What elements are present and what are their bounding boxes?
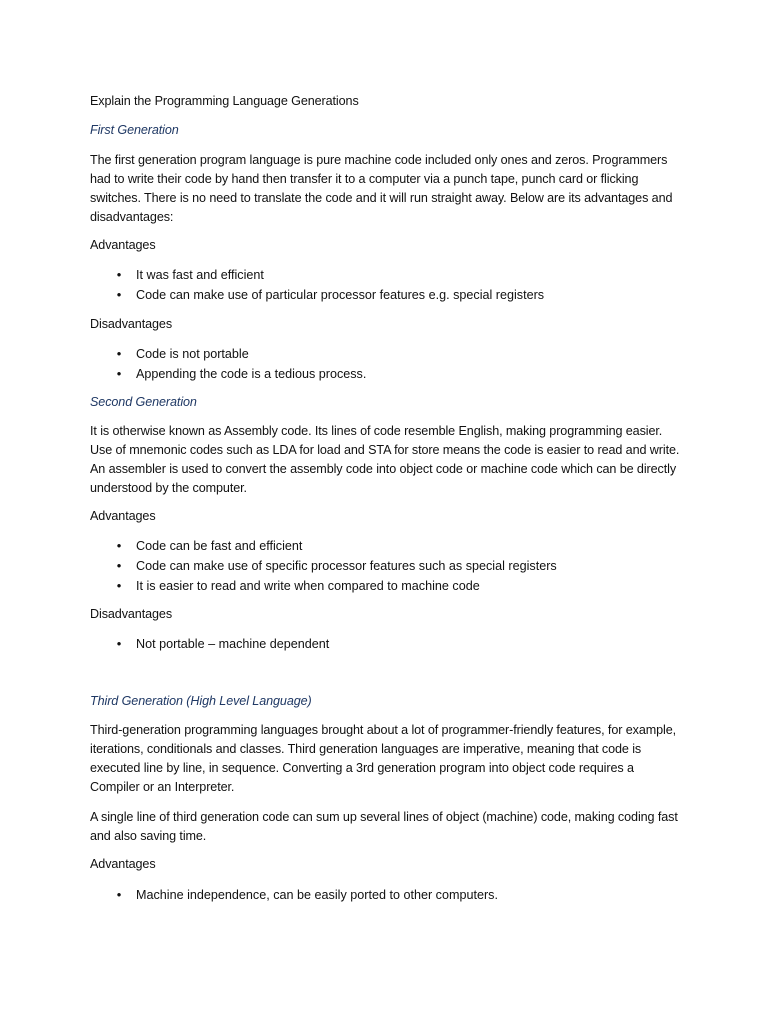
list-item-text: It was fast and efficient: [136, 268, 264, 282]
list-item-text: Code can make use of specific processor features such as special registers: [136, 559, 557, 573]
document-title: Explain the Programming Language Generations: [90, 94, 359, 108]
second-generation-paragraph: It is otherwise known as Assembly code. Its lines of code resemble English, making programming easier. Use of mnemonic codes such as LDA for load and STA for store means the code is easier to read and write. An assembler is used to convert the assembly code into object code or machine code which can be directly understood by the computer.: [90, 424, 680, 495]
list-item-text: Appending the code is a tedious process.: [136, 367, 367, 381]
third-generation-heading: Third Generation (High Level Language): [90, 694, 312, 708]
bullet-icon: •: [116, 538, 122, 553]
second-disadvantages-list: [90, 634, 690, 654]
list-item: [90, 634, 690, 654]
list-item-text: Not portable – machine dependent: [136, 637, 330, 651]
second-advantages-label: Advantages: [90, 509, 156, 523]
third-generation-paragraph-2: A single line of third generation code can sum up several lines of object (machine) code, making coding fast and also saving time.: [90, 810, 678, 843]
bullet-icon: •: [116, 267, 122, 282]
bullet-icon: •: [116, 287, 122, 302]
third-advantages-label: Advantages: [90, 857, 156, 871]
list-item-text: It is easier to read and write when compared to machine code: [136, 579, 480, 593]
list-item: [90, 364, 690, 384]
list-item-text: Code is not portable: [136, 347, 249, 361]
list-item: [90, 556, 690, 576]
list-item: [90, 285, 690, 305]
first-advantages-label: Advantages: [90, 238, 156, 252]
list-item-text: Code can make use of particular processor features e.g. special registers: [136, 288, 545, 302]
second-disadvantages-label: Disadvantages: [90, 607, 173, 621]
list-item: [90, 536, 690, 556]
bullet-icon: •: [116, 558, 122, 573]
second-advantages-list: [90, 536, 690, 596]
third-generation-paragraph-1: Third-generation programming languages brought about a lot of programmer-friendly features, for example, iterations, conditionals and classes. Third generation languages are imperative, meaning that code is executed line by line, in sequence. Converting a 3rd generation program into object code requires a Compiler or an Interpreter.: [90, 723, 677, 794]
third-advantages-list: [90, 885, 690, 905]
bullet-icon: •: [116, 636, 122, 651]
first-disadvantages-label: Disadvantages: [90, 317, 173, 331]
first-disadvantages-list: [90, 344, 690, 384]
bullet-icon: •: [116, 887, 122, 902]
list-item: [90, 344, 690, 364]
bullet-icon: •: [116, 346, 122, 361]
list-item-text: Code can be fast and efficient: [136, 539, 303, 553]
list-item: [90, 885, 690, 905]
list-item: [90, 265, 690, 285]
first-generation-heading: First Generation: [90, 123, 179, 137]
second-generation-heading: Second Generation: [90, 395, 197, 409]
first-advantages-list: [90, 265, 690, 305]
bullet-icon: •: [116, 578, 122, 593]
first-generation-paragraph: The first generation program language is pure machine code included only ones and zeros. Programmers had to write their code by hand then transfer it to a computer via a punch tape, punch card or flicking switches. There is no need to translate the code and it will run straight away. Below are its advantages and disadvantages:: [90, 153, 673, 224]
list-item-text: Machine independence, can be easily ported to other computers.: [136, 888, 498, 902]
bullet-icon: •: [116, 366, 122, 381]
list-item: [90, 576, 690, 596]
